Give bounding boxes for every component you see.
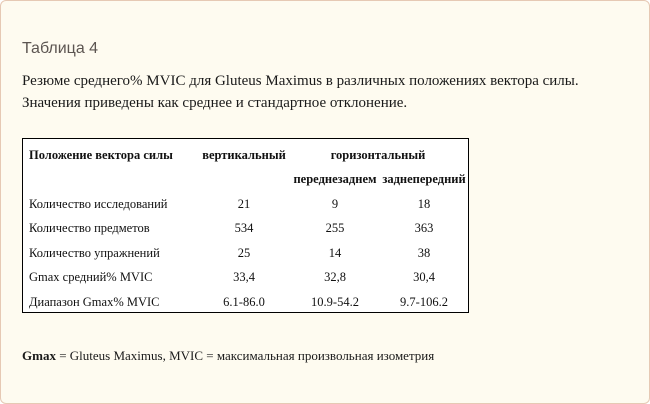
row-label: Количество исследований — [29, 196, 168, 211]
table-header-row — [23, 143, 467, 168]
footnote — [22, 348, 434, 364]
table-row — [23, 241, 467, 266]
table-row — [23, 217, 467, 242]
description-line-1: Резюме среднего% MVIC для Gluteus Maximus в различных положениях вектора силы. — [22, 73, 579, 89]
subheader-anteroposterior: переднезаднем — [293, 172, 377, 187]
row-label: Количество предметов — [29, 221, 150, 236]
table-row — [23, 192, 467, 217]
data-table — [23, 143, 467, 315]
cell-posteroanterior: 30,4 — [413, 270, 435, 285]
table-row — [23, 266, 467, 291]
subheader-empty — [199, 168, 289, 193]
cell-vertical: 6.1-86.0 — [223, 294, 265, 309]
table-title: Таблица 4 — [22, 40, 99, 57]
cell-vertical: 21 — [237, 196, 251, 211]
cell-vertical: 33,4 — [233, 270, 255, 285]
footnote-term: Gmax — [22, 348, 56, 363]
cell-posteroanterior: 9.7-106.2 — [400, 294, 448, 309]
table-subheader-row — [23, 168, 467, 193]
description-line-2: Значения приведены как среднее и стандартное отклонение. — [22, 95, 408, 111]
cell-anteroposterior: 255 — [325, 221, 345, 236]
subheader-empty — [23, 168, 199, 193]
cell-vertical: 534 — [234, 221, 254, 236]
row-label: Количество упражнений — [29, 245, 160, 260]
cell-anteroposterior: 10.9-54.2 — [311, 294, 359, 309]
header-vector-position: Положение вектора силы — [29, 147, 173, 162]
cell-posteroanterior: 363 — [414, 221, 434, 236]
cell-posteroanterior: 38 — [417, 245, 431, 260]
data-table-frame — [22, 138, 469, 313]
cell-anteroposterior: 14 — [328, 245, 342, 260]
cell-vertical: 25 — [237, 245, 251, 260]
footnote-text: = Gluteus Maximus, MVIC = максимальная произвольная изометрия — [59, 348, 435, 363]
table-description — [22, 70, 579, 114]
cell-posteroanterior: 18 — [417, 196, 431, 211]
header-vertical: вертикальный — [202, 147, 286, 162]
cell-anteroposterior: 9 — [331, 196, 339, 211]
row-label: Gmax средний% MVIC — [29, 270, 153, 285]
subheader-posteroanterior: заднепередний — [382, 172, 466, 187]
cell-anteroposterior: 32,8 — [324, 270, 346, 285]
header-horizontal: горизонтальный — [330, 147, 426, 162]
row-label: Диапазон Gmax% MVIC — [29, 294, 160, 309]
table-row — [23, 290, 467, 315]
